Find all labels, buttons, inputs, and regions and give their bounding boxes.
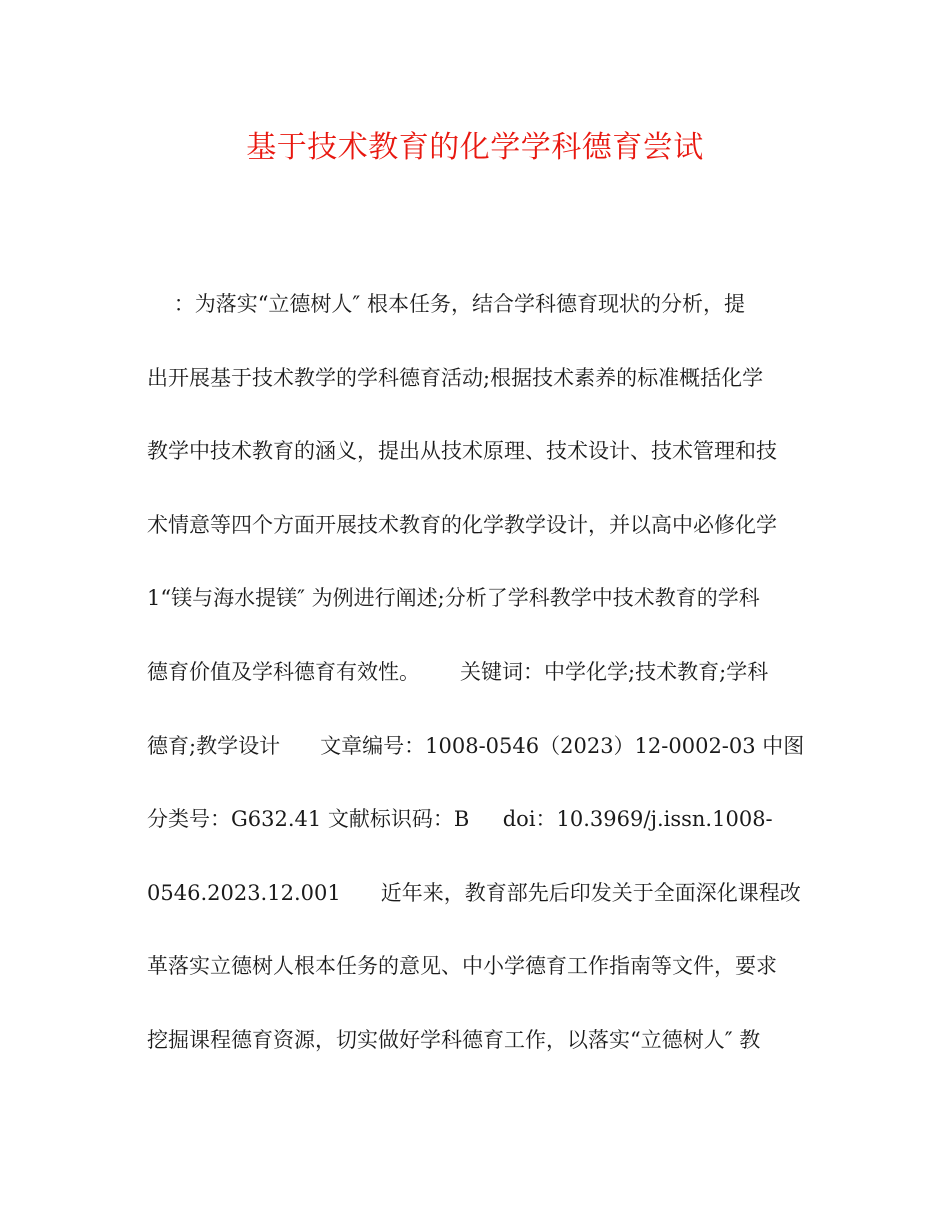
body-line-4: 术情意等四个方面开展技术教育的化学教学设计，并以高中必修化学 [147, 512, 777, 537]
body-line-10: 革落实立德树人根本任务的意见、中小学德育工作指南等文件，要求 [147, 954, 777, 979]
document-body [147, 281, 812, 1091]
body-line-3: 教学中技术教育的涵义，提出从技术原理、技术设计、技术管理和技 [147, 439, 777, 464]
body-line-7: 德育;教学设计 文章编号：1008-0546（2023）12-0002-03 中图 [147, 733, 805, 758]
body-line-11: 挖掘课程德育资源，切实做好学科德育工作，以落实“立德树人″ 教 [147, 1027, 761, 1052]
body-line-8: 分类号：G632.41 文献标识码：B doi：10.3969/j.issn.1008- [147, 807, 773, 832]
document-title: 基于技术教育的化学学科德育尝试 [246, 130, 704, 165]
body-line-1: ：为落实“立德树人″ 根本任务，结合学科德育现状的分析，提 [147, 292, 745, 316]
body-line-5: 1“镁与海水提镁″ 为例进行阐述;分析了学科教学中技术教育的学科 [147, 586, 760, 611]
body-line-9: 0546.2023.12.001 近年来，教育部先后印发关于全面深化课程改 [147, 880, 801, 905]
body-line-2: 出开展基于技术教学的学科德育活动;根据技术素养的标准概括化学 [147, 365, 764, 390]
body-line-6: 德育价值及学科德育有效性。 关键词：中学化学;技术教育;学科 [147, 659, 769, 684]
